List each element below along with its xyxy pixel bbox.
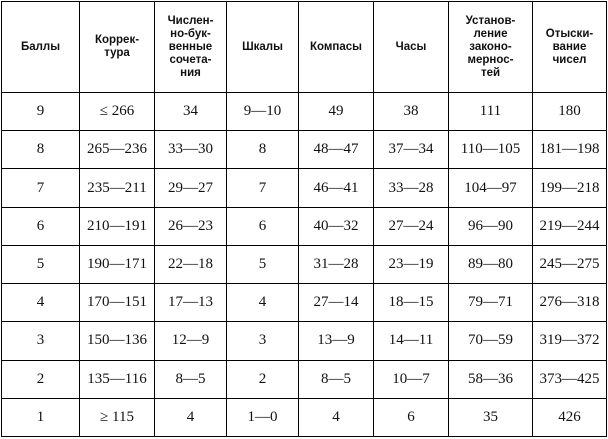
table-cell: 245—275	[533, 245, 607, 283]
header-row	[2, 2, 607, 93]
header-line: ния	[180, 66, 201, 79]
table-cell: 89—80	[449, 245, 533, 283]
score-cell: 2	[2, 360, 80, 398]
table-body	[2, 93, 607, 437]
table-cell: 104—97	[449, 169, 533, 207]
header-line: Отыски-	[545, 27, 594, 40]
table-cell: 135—116	[80, 360, 155, 398]
table-cell: 3	[227, 322, 299, 360]
table-cell: 33—30	[155, 131, 227, 169]
table-cell: 29—27	[155, 169, 227, 207]
table-cell: 111	[449, 93, 533, 131]
table-cell: 5	[227, 245, 299, 283]
table-cell: 33—28	[374, 169, 449, 207]
table-cell: 7	[227, 169, 299, 207]
table-cell: 13—9	[299, 322, 374, 360]
header-line: Баллы	[20, 40, 61, 53]
header-clocks	[374, 2, 449, 93]
header-line: Числен-	[167, 14, 214, 27]
table-row	[2, 245, 607, 283]
header-line: Часы	[395, 40, 427, 53]
header-line: чисел	[552, 53, 587, 66]
header-line: ление	[473, 27, 508, 40]
header-proofreading	[80, 2, 155, 93]
table-cell: 18—15	[374, 284, 449, 322]
header-scales	[227, 2, 299, 93]
header-line: Компасы	[310, 40, 362, 53]
table-cell: 38	[374, 93, 449, 131]
score-cell: 4	[2, 284, 80, 322]
header-pattern-finding	[449, 2, 533, 93]
table-row	[2, 169, 607, 207]
score-cell: 1	[2, 398, 80, 436]
score-cell: 6	[2, 207, 80, 245]
table-cell: 17—13	[155, 284, 227, 322]
table-cell: 8—5	[299, 360, 374, 398]
table-cell: 265—236	[80, 131, 155, 169]
table-row	[2, 93, 607, 131]
table-cell: 22—18	[155, 245, 227, 283]
table-cell: 319—372	[533, 322, 607, 360]
table-cell: 4	[227, 284, 299, 322]
table-cell: 8	[227, 131, 299, 169]
header-line: Коррек-	[94, 34, 140, 46]
header-line: законо-	[469, 40, 512, 53]
table-cell: 210—191	[80, 207, 155, 245]
table-cell: 4	[299, 398, 374, 436]
table-cell: 14—11	[374, 322, 449, 360]
table-cell: 46—41	[299, 169, 374, 207]
table-cell: 49	[299, 93, 374, 131]
table-cell: 199—218	[533, 169, 607, 207]
table-cell: 48—47	[299, 131, 374, 169]
table-row	[2, 322, 607, 360]
table-row	[2, 131, 607, 169]
table-cell: 1—0	[227, 398, 299, 436]
table-cell: 79—71	[449, 284, 533, 322]
table-cell: 9—10	[227, 93, 299, 131]
header-line: Шкалы	[242, 40, 283, 53]
table-cell: 37—34	[374, 131, 449, 169]
table-cell: 40—32	[299, 207, 374, 245]
header-line: тей	[480, 66, 501, 79]
table-cell: 27—14	[299, 284, 374, 322]
header-scores	[2, 2, 80, 93]
table-cell: 10—7	[374, 360, 449, 398]
table-cell: ≥ 115	[80, 398, 155, 436]
table-cell: 31—28	[299, 245, 374, 283]
table-cell: ≤ 266	[80, 93, 155, 131]
table-cell: 6	[227, 207, 299, 245]
table-cell: 235—211	[80, 169, 155, 207]
table-cell: 58—36	[449, 360, 533, 398]
scores-table	[1, 1, 607, 437]
header-line: венные	[168, 40, 213, 53]
header-line: Установ-	[465, 14, 516, 27]
table-cell: 276—318	[533, 284, 607, 322]
table-row	[2, 284, 607, 322]
table-cell: 426	[533, 398, 607, 436]
header-line: сочета-	[169, 53, 212, 66]
table-cell: 110—105	[449, 131, 533, 169]
table-cell: 8—5	[155, 360, 227, 398]
score-cell: 5	[2, 245, 80, 283]
table-cell: 150—136	[80, 322, 155, 360]
table-cell: 6	[374, 398, 449, 436]
header-line: вание	[552, 40, 587, 53]
table-cell: 12—9	[155, 322, 227, 360]
table-row	[2, 360, 607, 398]
table-cell: 34	[155, 93, 227, 131]
table-cell: 180	[533, 93, 607, 131]
table-cell: 96—90	[449, 207, 533, 245]
table-cell: 219—244	[533, 207, 607, 245]
table-cell: 4	[155, 398, 227, 436]
table-cell: 2	[227, 360, 299, 398]
table-cell: 26—23	[155, 207, 227, 245]
header-number-letter-combinations	[155, 2, 227, 93]
score-cell: 8	[2, 131, 80, 169]
table-cell: 181—198	[533, 131, 607, 169]
table-cell: 373—425	[533, 360, 607, 398]
header-compasses	[299, 2, 374, 93]
score-cell: 3	[2, 322, 80, 360]
table-cell: 170—151	[80, 284, 155, 322]
header-line: тура	[104, 47, 130, 59]
table-cell: 23—19	[374, 245, 449, 283]
table-cell: 27—24	[374, 207, 449, 245]
table-row	[2, 207, 607, 245]
table-cell: 190—171	[80, 245, 155, 283]
header-line: но-бук-	[170, 27, 211, 40]
table-cell: 35	[449, 398, 533, 436]
table-cell: 70—59	[449, 322, 533, 360]
score-cell: 9	[2, 93, 80, 131]
table-row	[2, 398, 607, 436]
header-line: мернос-	[467, 53, 514, 66]
score-cell: 7	[2, 169, 80, 207]
header-number-search	[533, 2, 607, 93]
table-header	[2, 2, 607, 93]
